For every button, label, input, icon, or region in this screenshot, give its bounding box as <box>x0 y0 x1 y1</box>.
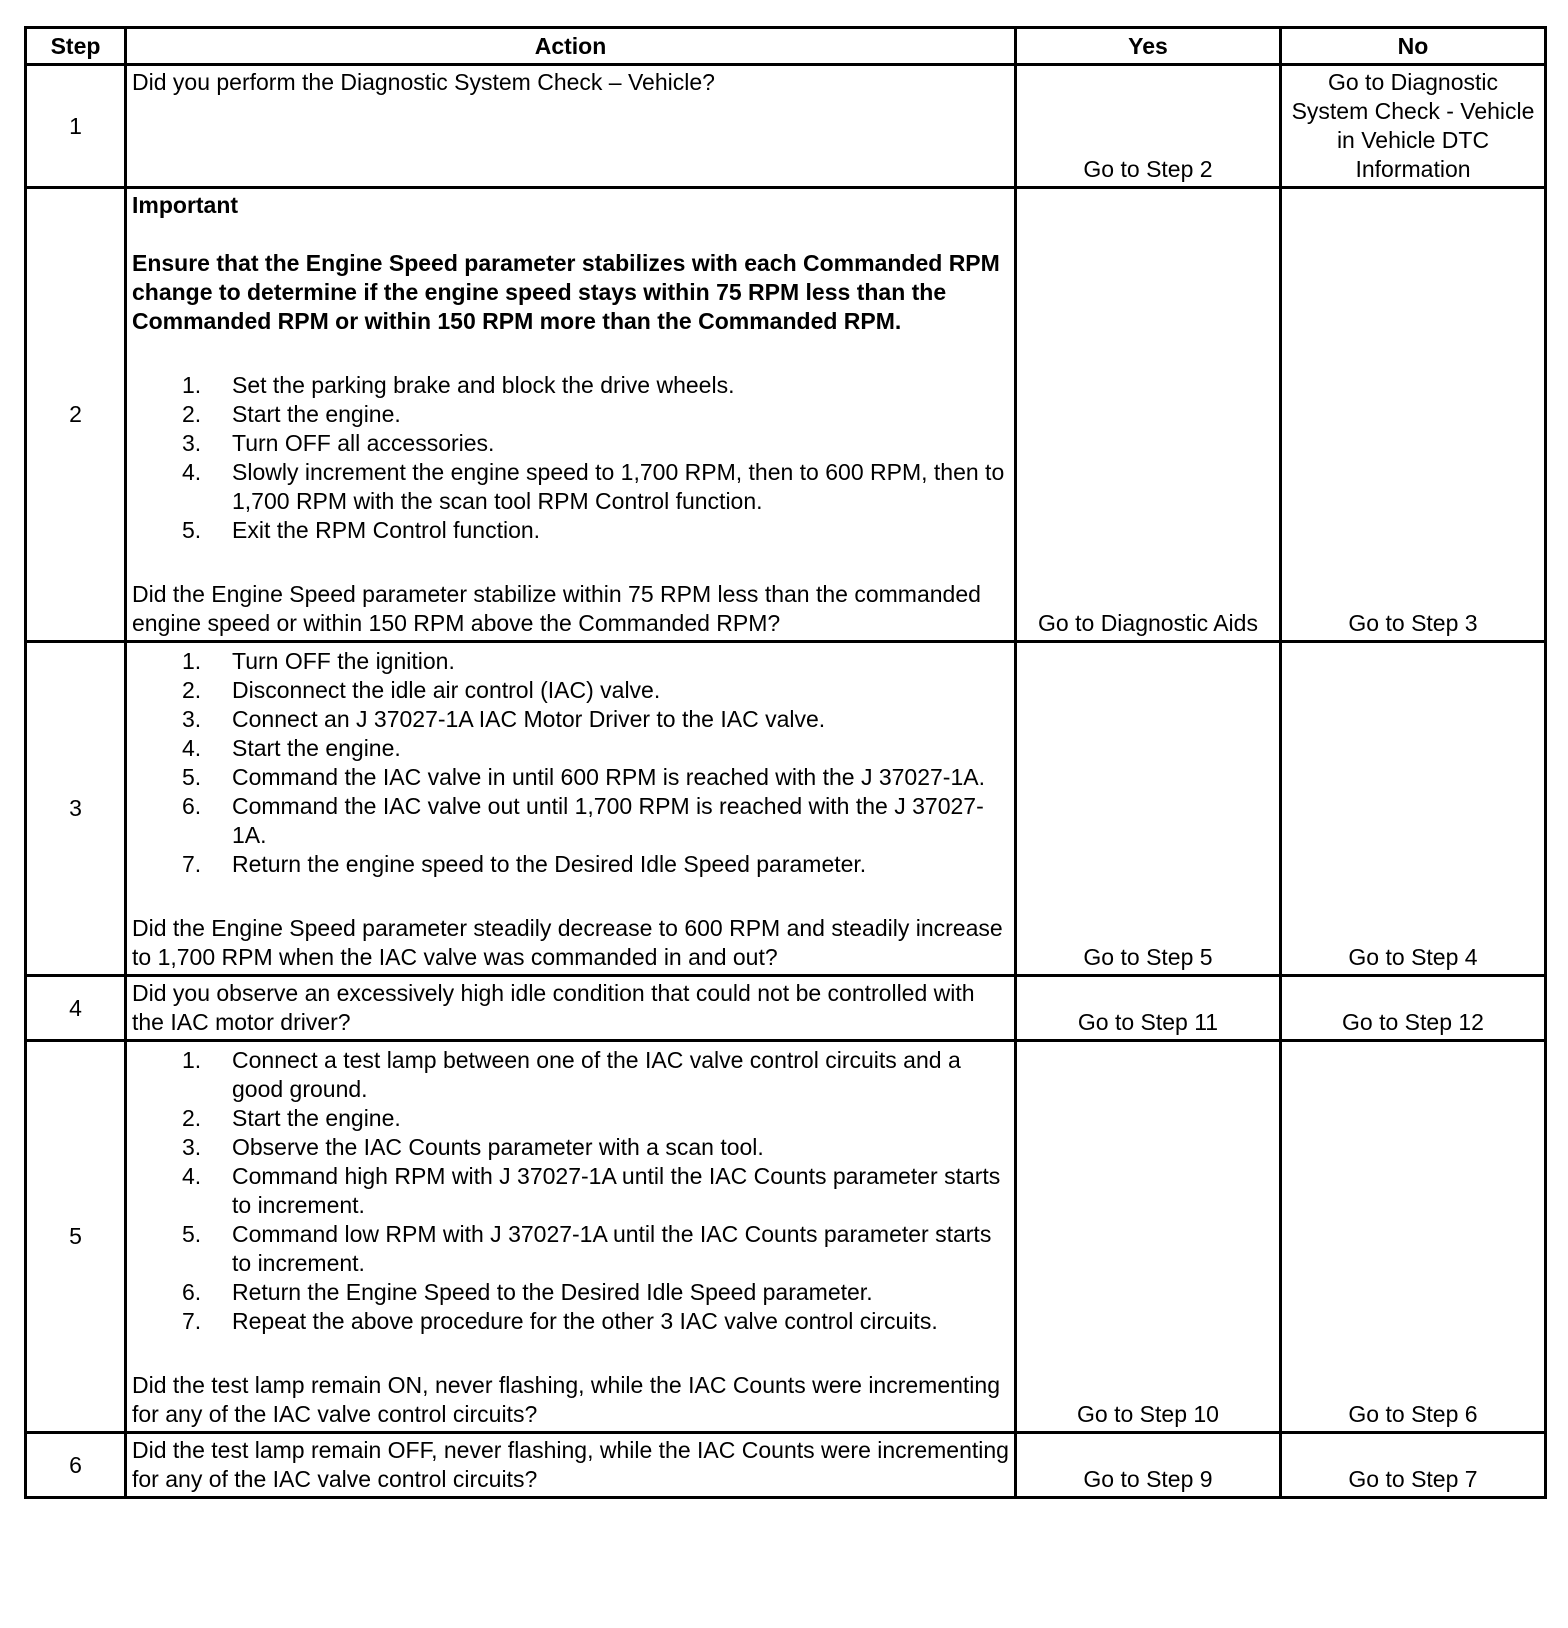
no-cell: Go to Step 7 <box>1281 1433 1546 1498</box>
list-item: 4. Command high RPM with J 37027-1A until the IAC Counts parameter starts to increment. <box>182 1163 1001 1218</box>
action-cell <box>126 642 1016 976</box>
step-number: 6 <box>26 1433 126 1498</box>
list-item: 2. Start the engine. <box>182 401 401 427</box>
yes-cell: Go to Step 5 <box>1016 642 1281 976</box>
list-item: 3. Turn OFF all accessories. <box>182 430 495 456</box>
header-row <box>26 28 1546 65</box>
step-number: 2 <box>26 188 126 642</box>
list-item: 3. Observe the IAC Counts parameter with a scan tool. <box>182 1134 764 1160</box>
header-step: Step <box>26 28 126 65</box>
table-row <box>26 1433 1546 1498</box>
action-cell <box>126 1041 1016 1433</box>
list-item: 1. Set the parking brake and block the drive wheels. <box>182 372 735 398</box>
list-item: 1. Connect a test lamp between one of the IAC valve control circuits and a good ground. <box>182 1047 961 1102</box>
list-item: 5. Command low RPM with J 37027-1A until the IAC Counts parameter starts to increment. <box>182 1221 992 1276</box>
action-question: Did the test lamp remain OFF, never flashing, while the IAC Counts were incrementing for any of the IAC valve control circuits? <box>132 1437 1009 1492</box>
procedure-list <box>132 647 1009 879</box>
action-question: Did you observe an excessively high idle condition that could not be controlled with the IAC motor driver? <box>132 980 975 1035</box>
list-item: 6. Return the Engine Speed to the Desired Idle Speed parameter. <box>182 1279 873 1305</box>
action-question: Did the test lamp remain ON, never flashing, while the IAC Counts were incrementing for any of the IAC valve control circuits? <box>132 1372 1001 1427</box>
action-cell <box>126 188 1016 642</box>
list-item: 2. Start the engine. <box>182 1105 401 1131</box>
action-cell <box>126 65 1016 188</box>
header-no: No <box>1281 28 1546 65</box>
yes-cell: Go to Step 9 <box>1016 1433 1281 1498</box>
table-row <box>26 976 1546 1041</box>
step-number: 4 <box>26 976 126 1041</box>
procedure-list <box>132 1046 1009 1336</box>
action-question: Did the Engine Speed parameter stabilize within 75 RPM less than the commanded engine speed or within 150 RPM above the Commanded RPM? <box>132 581 981 636</box>
procedure-list <box>132 371 1009 545</box>
table-row <box>26 188 1546 642</box>
list-item: 5. Command the IAC valve in until 600 RPM is reached with the J 37027-1A. <box>182 764 985 790</box>
action-question: Did the Engine Speed parameter steadily decrease to 600 RPM and steadily increase to 1,700 RPM when the IAC valve was commanded in and out? <box>132 915 1003 970</box>
step-number: 5 <box>26 1041 126 1433</box>
no-cell: Go to Step 4 <box>1281 642 1546 976</box>
no-cell: Go to Step 6 <box>1281 1041 1546 1433</box>
list-item: 3. Connect an J 37027-1A IAC Motor Driver to the IAC valve. <box>182 706 826 732</box>
yes-cell: Go to Step 11 <box>1016 976 1281 1041</box>
list-item: 1. Turn OFF the ignition. <box>182 648 455 674</box>
action-question: Did you perform the Diagnostic System Check – Vehicle? <box>132 69 715 95</box>
list-item: 6. Command the IAC valve out until 1,700 RPM is reached with the J 37027-1A. <box>182 793 984 848</box>
list-item: 2. Disconnect the idle air control (IAC) valve. <box>182 677 661 703</box>
diagnostic-table-page <box>24 26 1544 1499</box>
header-action: Action <box>126 28 1016 65</box>
no-cell: Go to Diagnostic System Check - Vehicle in Vehicle DTC Information <box>1281 65 1546 188</box>
yes-cell: Go to Diagnostic Aids <box>1016 188 1281 642</box>
important-label: Important <box>132 192 239 218</box>
action-cell <box>126 1433 1016 1498</box>
yes-cell: Go to Step 2 <box>1016 65 1281 188</box>
table-row <box>26 642 1546 976</box>
list-item: 4. Start the engine. <box>182 735 401 761</box>
diagnostic-table <box>24 26 1547 1499</box>
action-cell <box>126 976 1016 1041</box>
table-row <box>26 1041 1546 1433</box>
table-row <box>26 65 1546 188</box>
no-cell: Go to Step 12 <box>1281 976 1546 1041</box>
list-item: 4. Slowly increment the engine speed to 1,700 RPM, then to 600 RPM, then to 1,700 RPM with the scan tool RPM Control function. <box>182 459 1005 514</box>
step-number: 3 <box>26 642 126 976</box>
list-item: 5. Exit the RPM Control function. <box>182 517 541 543</box>
list-item: 7. Return the engine speed to the Desired Idle Speed parameter. <box>182 851 867 877</box>
no-cell: Go to Step 3 <box>1281 188 1546 642</box>
important-note: Ensure that the Engine Speed parameter stabilizes with each Commanded RPM change to determine if the engine speed stays within 75 RPM less than the Commanded RPM or within 150 RPM more than the Commanded RPM. <box>132 250 1000 334</box>
header-yes: Yes <box>1016 28 1281 65</box>
yes-cell: Go to Step 10 <box>1016 1041 1281 1433</box>
list-item: 7. Repeat the above procedure for the other 3 IAC valve control circuits. <box>182 1308 938 1334</box>
step-number: 1 <box>26 65 126 188</box>
